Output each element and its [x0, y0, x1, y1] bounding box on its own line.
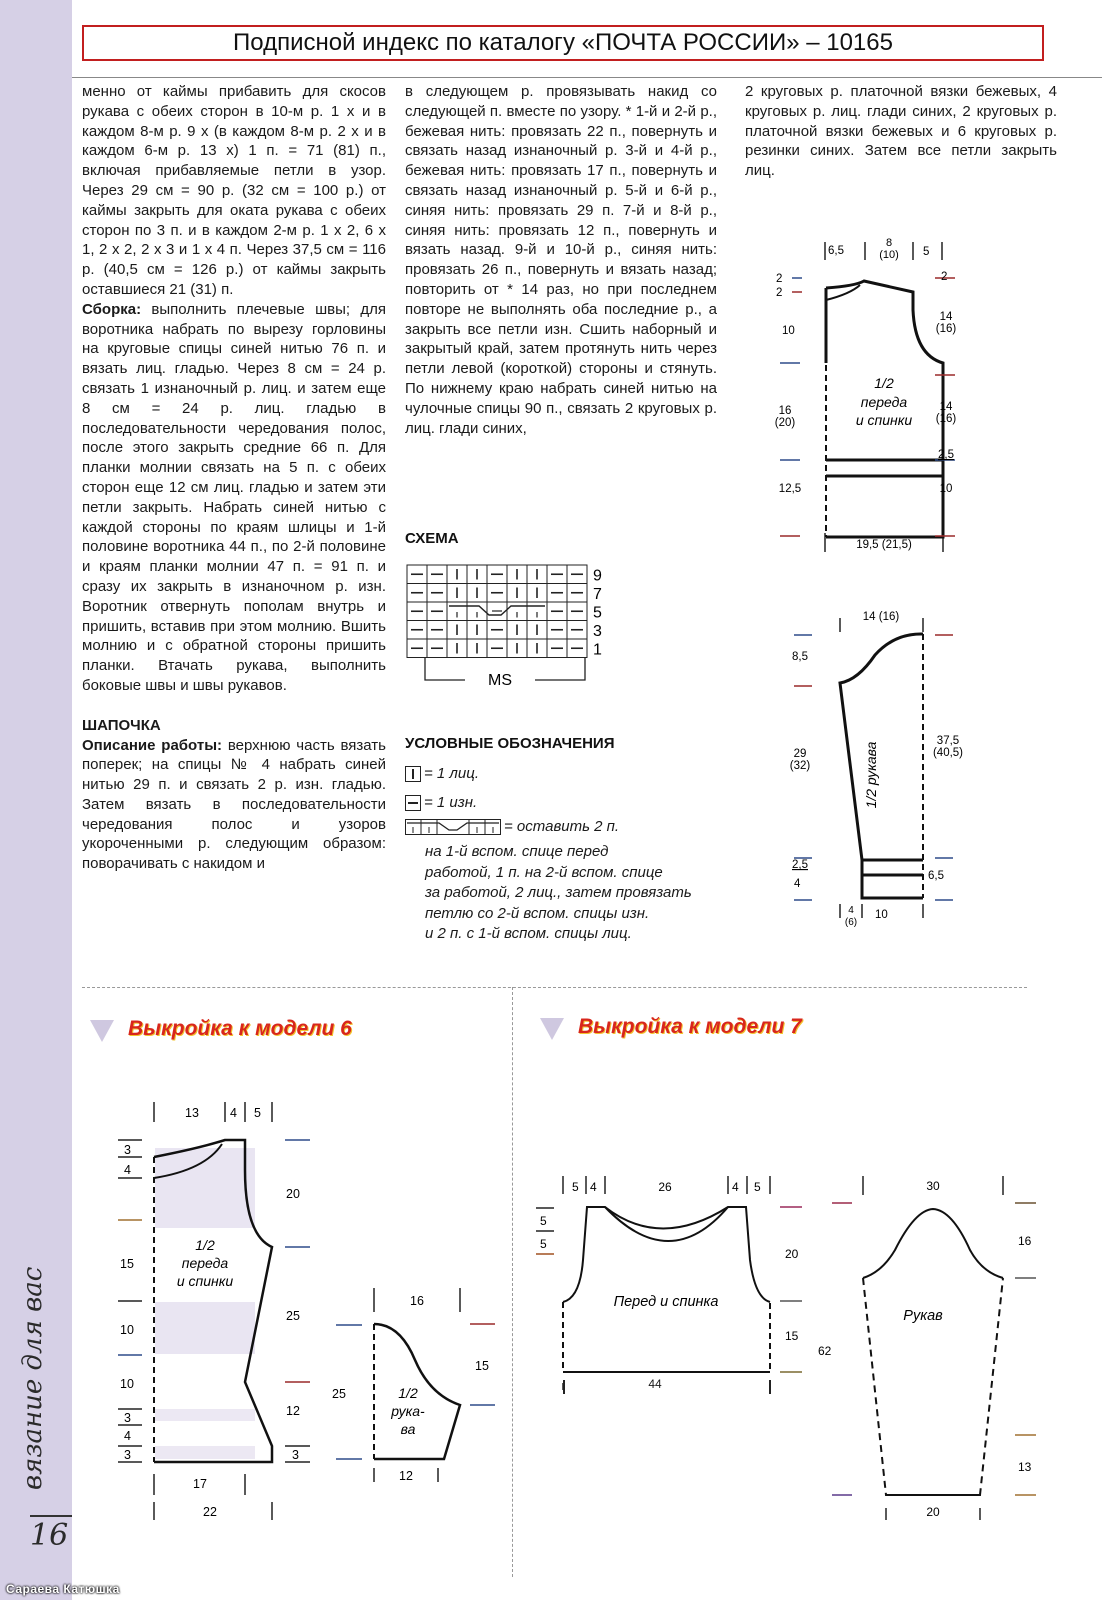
dim-label: 14 (16)	[862, 611, 900, 623]
dim-label: 4	[124, 1163, 131, 1177]
piece-label: 1/2	[874, 375, 894, 391]
dim-label: 20	[286, 1187, 300, 1201]
piece-label: Перед и спинка	[613, 1294, 719, 1310]
cable-description	[425, 842, 692, 945]
dim-label: 5	[923, 246, 930, 258]
dim-label: 25	[286, 1309, 300, 1323]
piece-label: 1/2	[195, 1237, 215, 1253]
legend-item-cable	[405, 818, 619, 835]
dim-label: (6)	[844, 917, 858, 928]
assembly-label: Сборка:	[82, 300, 142, 318]
dim-label: 5	[572, 1180, 579, 1194]
side-seams	[563, 1302, 770, 1372]
model6-title: Выкройка к модели 6	[128, 1017, 352, 1040]
dim-label: 62	[818, 1344, 832, 1358]
dim-label: 4	[794, 878, 801, 890]
cable-desc-line: на 1-й вспом. спице перед	[425, 843, 609, 860]
dim-tick	[769, 1380, 771, 1394]
model6-sleeve-diagram	[320, 1250, 500, 1483]
hat-heading: ШАПОЧКА	[82, 716, 161, 734]
scheme-row-number: 3	[593, 623, 602, 640]
dim-label: 8	[885, 237, 893, 249]
sidebar-divider	[30, 1515, 72, 1517]
dim-label: 12,5	[778, 483, 802, 495]
dim-label: 26	[658, 1180, 672, 1194]
scheme-cell	[447, 602, 467, 621]
hat-instructions: в следующем р. провязывать накид со следующей п. вместе по узору. * 1-й и 2-й р., бежевая нить: провязать 22 п., повернуть и связать назад изнаночный р. 3-й и 4-й р., бежевая нить: провязать 17 п., повернуть и связать назад изнаночный р. 5-й и 6-й р., синяя нить: провязать 29 п. 7-й и 8-й р., синяя нить: провязать 12 п., повернуть и вязать назад. 9-й и 10-й р., синяя нить: провязать 26 п., повернуть и вязать назад; повторить от * 14 раз, но при последнем повторе не выполнять оба последние р., а закрыть все петли изн. Сшить наборный и закрытый край, затем протянуть нить через петли левой (короткой) стороны и стянуть. По нижнему краю набрать синей нитью на чулочные спицы 90 п., связать 2 круговых р. лиц. глади синих,	[405, 83, 717, 437]
dim-label: 3	[124, 1411, 131, 1425]
dim-label: 14	[939, 401, 953, 413]
model7-body-diagram	[520, 1140, 810, 1390]
dim-label: 20	[926, 1505, 940, 1519]
triangle-bullet-icon	[90, 1020, 114, 1042]
assembly-text: выполнить плечевые швы; для воротника набрать по вырезу горловины на круговые спицы синей нитью 76 п. и вязать лиц. гладью. Через 8 см = 24 р. связать 1 изнаночный р. лиц. и затем еще 8 см = 24 р. лиц. гладью в последовательности чередования полос, после этого закрыть средние 66 п. Для планки молнии связать на 5 п. с обеих сторон еще 12 см лиц. гладью и затем эти петли закрыть. Набрать синей нитью с каждой стороны по краям шлицы и 1-й половине воротника 44 п., по 2-й половине и краям планки молнии 47 п. = 91 п. и сразу их закрыть в изнаночном р. изн. Воротник отвернуть пополам внутрь и пришить, вставив при этом молнию. Вшить молнию и с обратной стороны пришить планки. Втачать рукава, выполнить боковые швы и швы рукавов.	[82, 300, 386, 694]
dim-label: 4	[124, 1429, 131, 1443]
dim-label: 2,5	[792, 859, 808, 871]
dim-label: 37,5	[936, 735, 960, 747]
dim-label: 22	[203, 1505, 217, 1519]
sleeve-cap-outline	[863, 1209, 1003, 1278]
hat-paragraph	[82, 736, 386, 875]
dim-label: (40,5)	[932, 747, 964, 759]
dim-label: 16	[778, 405, 792, 417]
dim-label: 12	[399, 1469, 413, 1483]
dim-label: (16)	[935, 323, 957, 335]
dim-tick	[563, 1380, 565, 1394]
legend-purl-text: = 1 изн.	[424, 794, 478, 811]
dim-label: 10	[120, 1323, 134, 1337]
scheme-row-number: 7	[593, 586, 602, 603]
piece-label: 1/2 рукава	[863, 741, 879, 809]
dim-label: 16	[410, 1294, 424, 1308]
legend-heading: УСЛОВНЫЕ ОБОЗНАЧЕНИЯ	[405, 735, 615, 752]
neckline-front	[605, 1207, 728, 1241]
watermark: Сараева Катюшка	[6, 1582, 120, 1596]
stitch-scheme	[405, 565, 615, 695]
scheme-row-number: 9	[593, 567, 602, 585]
dim-label: 15	[475, 1359, 489, 1373]
dim-label: 30	[926, 1179, 940, 1193]
section-separator-vertical	[512, 987, 513, 1577]
cable-symbol-icon	[405, 819, 501, 835]
model6-body-diagram	[110, 1070, 330, 1519]
dim-label: 19,5 (21,5)	[856, 539, 912, 551]
triangle-bullet-icon	[540, 1018, 564, 1040]
dim-label: 2	[776, 287, 783, 299]
dim-label: 13	[1018, 1460, 1032, 1474]
dim-label: 20	[785, 1247, 799, 1261]
scheme-row-number: 5	[593, 604, 602, 622]
dim-label: 5	[254, 1106, 261, 1120]
sleeve-diagram-top	[780, 600, 980, 940]
model7-body-bottom-dim: 44	[648, 1377, 662, 1391]
dim-label: 10	[875, 909, 888, 921]
dim-label: 16	[1018, 1234, 1032, 1248]
dim-label: 6,5	[928, 870, 944, 882]
scheme-cell	[507, 602, 527, 621]
knit-symbol-icon	[405, 766, 421, 782]
dim-label: 5	[754, 1180, 761, 1194]
dim-label: (16)	[935, 413, 957, 425]
body-outline	[563, 1207, 770, 1302]
piece-label: ва	[400, 1421, 416, 1437]
cable-desc-line: за работой, 2 лиц., затем провязать	[425, 884, 692, 901]
scheme-grid	[407, 565, 587, 658]
repeat-label: MS	[488, 672, 512, 689]
dim-label: 15	[785, 1329, 799, 1343]
dim-label: 6,5	[828, 245, 844, 257]
legend-knit-text: = 1 лиц.	[424, 765, 479, 782]
dim-label: 4	[230, 1106, 237, 1120]
text-column-2	[405, 82, 717, 438]
subscription-header	[82, 25, 1044, 61]
section-separator	[82, 987, 1027, 988]
legend-item-purl	[405, 794, 477, 811]
dim-label: 4	[732, 1180, 739, 1194]
subscription-text: Подписной индекс по каталогу «ПОЧТА РОССИИ» – 10165	[233, 29, 893, 56]
magazine-title: вязание для вас	[18, 1266, 48, 1490]
hat-finishing: 2 круговых р. платочной вязки бежевых, 4 круговых р. лиц. глади синих, 2 круговых р. платочной вязки бежевых и 6 круговых р. резинки синих. Затем все петли закрыть лиц.	[745, 83, 1057, 180]
dim-label: 2	[776, 273, 783, 285]
dim-label: 13	[185, 1106, 199, 1120]
dim-label: 17	[193, 1477, 207, 1491]
dim-label: (32)	[789, 760, 811, 772]
body-diagram-top	[770, 230, 990, 560]
piece-label: 1/2	[398, 1385, 418, 1401]
sleeve-outline	[840, 634, 923, 898]
dim-label: (20)	[774, 417, 796, 429]
dim-label: 29	[793, 748, 807, 760]
assembly-paragraph	[82, 300, 386, 696]
piece-label: и спинки	[176, 1273, 234, 1289]
scheme-heading: СХЕМА	[405, 530, 459, 547]
text-column-3	[745, 82, 1057, 181]
dim-label: 2	[941, 271, 948, 283]
work-label: Описание работы:	[82, 736, 222, 754]
dim-label: 15	[120, 1257, 134, 1271]
page-number: 16	[30, 1518, 69, 1553]
text-column-1	[82, 82, 386, 874]
header-divider	[72, 77, 1102, 78]
dim-label: 2,5	[938, 449, 954, 461]
legend-cable-text: = оставить 2 п.	[504, 818, 620, 835]
model7-sleeve-diagram	[810, 1140, 1050, 1520]
dim-label: 3	[124, 1448, 131, 1462]
piece-label: рука-	[391, 1403, 425, 1419]
legend-item-knit	[405, 765, 479, 782]
model7-title: Выкройка к модели 7	[578, 1015, 802, 1038]
dim-label: 10	[120, 1377, 134, 1391]
cable-desc-line: работой, 1 п. на 2-й вспом. спице	[425, 863, 663, 881]
piece-label: переда	[181, 1255, 229, 1271]
purl-symbol-icon	[405, 795, 421, 811]
cable-desc-line: петлю со 2-й вспом. спицы изн.	[425, 904, 650, 922]
scheme-cell	[527, 602, 547, 621]
dim-label: 25	[332, 1387, 346, 1401]
dim-label: 4	[590, 1180, 597, 1194]
dim-label: 3	[124, 1143, 131, 1157]
dim-label: 5	[540, 1214, 547, 1228]
dim-label: 12	[286, 1404, 300, 1418]
dim-label: 10	[939, 483, 953, 495]
dim-label: 10	[782, 325, 795, 337]
piece-label: Рукав	[903, 1308, 943, 1324]
piece-label: переда	[860, 394, 908, 410]
dim-label: 3	[292, 1448, 299, 1462]
cable-desc-line: и 2 п. с 1-й вспом. спицы лиц.	[425, 925, 632, 942]
work-text: верхнюю часть вязать поперек; на спицы № 4 набрать синей нитью 29 п. и связать 2 р. изн. гладью. Затем вязать в последовательности чередования полос и узоров укороченными р. следующим образом: поворачивать с накидом и	[82, 736, 386, 873]
dim-label: (10)	[879, 249, 899, 261]
dim-label: 8,5	[792, 651, 808, 663]
piece-label: и спинки	[855, 412, 913, 428]
sleeve-instructions: менно от каймы прибавить для скосов рукава с обеих сторон в 10-м р. 1 х и в каждом 8-м р. 9 х (в каждом 8-м р. 2 х и в каждом 6-м р. 13 х) 1 п. = 71 (81) п., включая прибавляемые петли в узор. Через 29 см = 90 р. (32 см = 100 р.) от каймы закрыть для оката рукава с обеих сторон по 3 п. и в каждом 2-м р. 1 х 2, 6 х 1, 2 х 2, 2 х 3 и 1 х 4 п. Через 37,5 см = 116 р. (40,5 см = 126 р.) от каймы закрыть оставшиеся 21 (31) п.	[82, 83, 386, 298]
dim-label: 14	[939, 311, 953, 323]
dim-label: 4	[848, 905, 854, 916]
scheme-row-number: 1	[593, 641, 602, 659]
dim-label: 5	[540, 1237, 547, 1251]
